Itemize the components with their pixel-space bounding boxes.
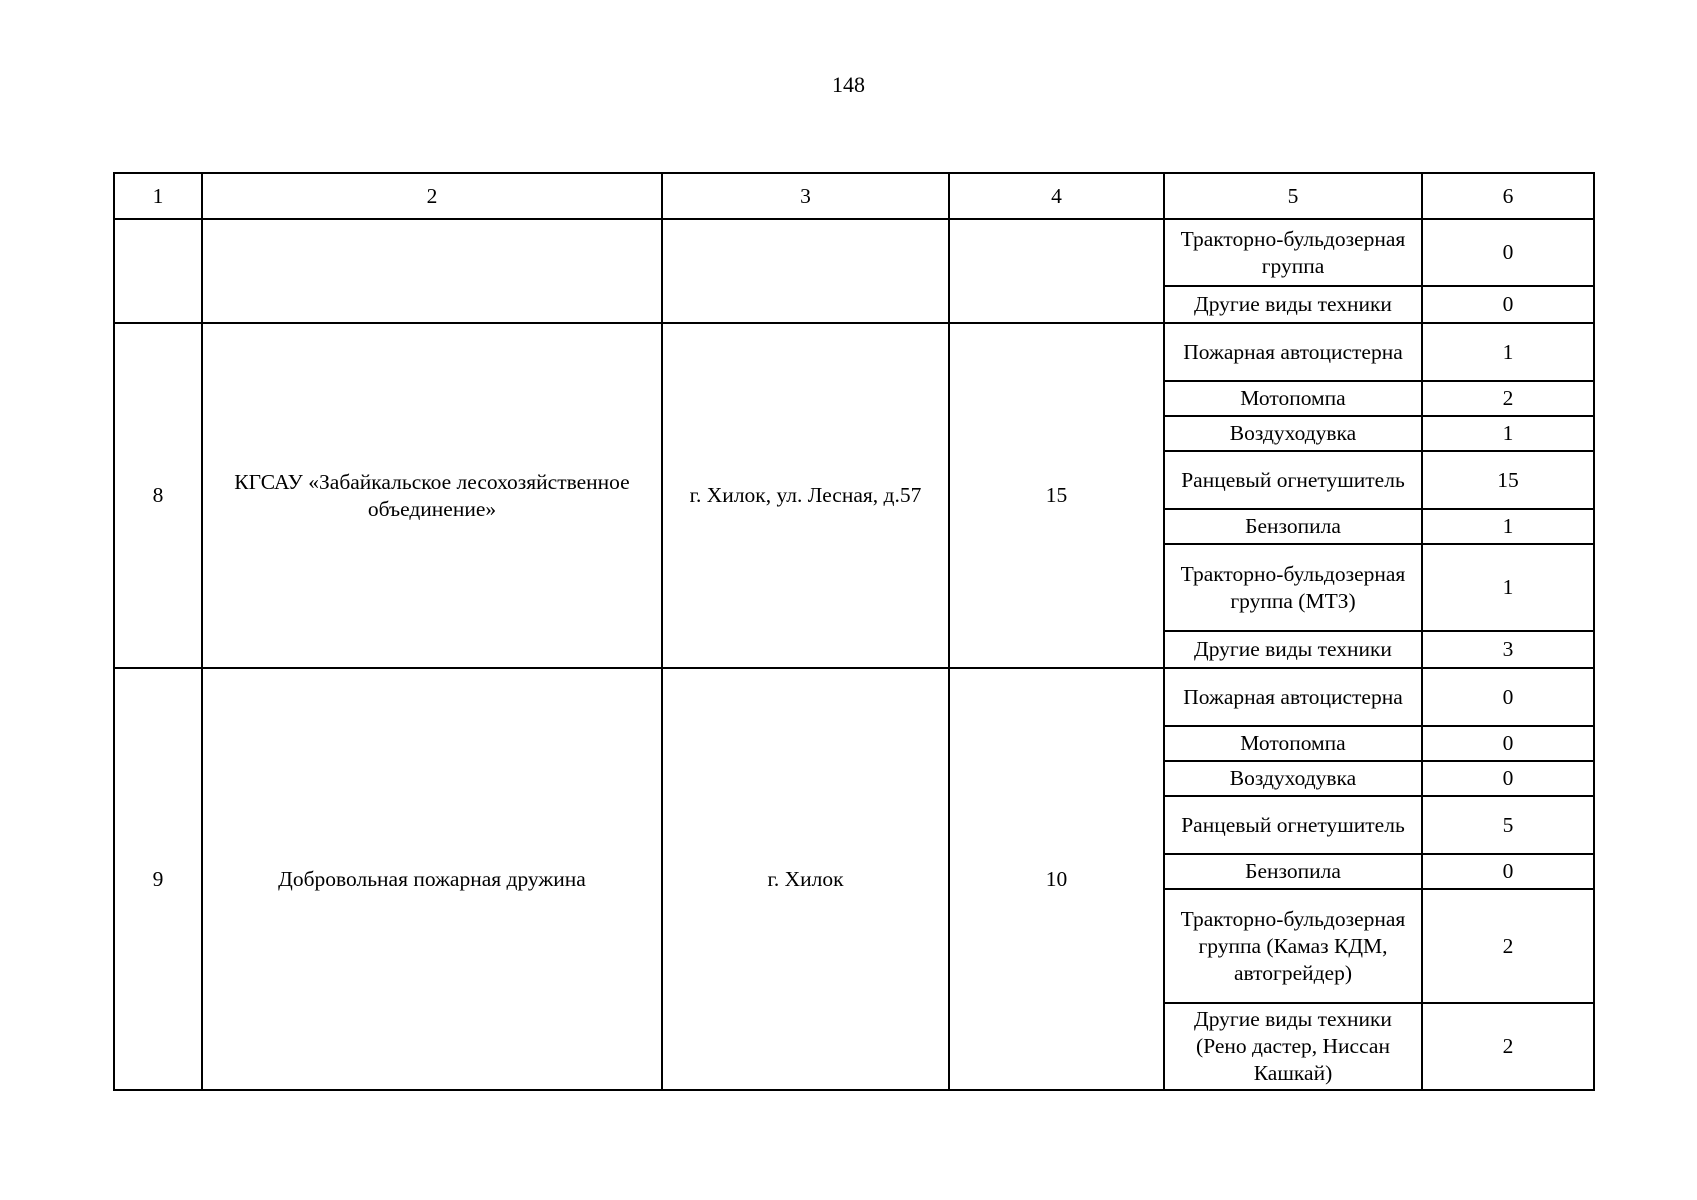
table-row: [114, 219, 1594, 286]
equipment-count: 5: [1422, 796, 1594, 854]
equipment-name: Воздуходувка: [1164, 761, 1422, 796]
equipment-count: 3: [1422, 631, 1594, 668]
equipment-name: Другие виды техники (Рено дастер, Ниссан Кашкай): [1164, 1003, 1422, 1090]
equipment-name: Мотопомпа: [1164, 381, 1422, 416]
table-row: [114, 668, 1594, 726]
equipment-table: [113, 172, 1595, 1091]
equipment-name: Ранцевый огнетушитель: [1164, 451, 1422, 509]
equipment-name: Мотопомпа: [1164, 726, 1422, 761]
column-number: 1: [114, 173, 202, 219]
equipment-count: 0: [1422, 219, 1594, 286]
equipment-name: Тракторно-бульдозерная группа (Камаз КДМ, автогрейдер): [1164, 889, 1422, 1003]
entry-number: 9: [114, 668, 202, 1090]
equipment-name: Ранцевый огнетушитель: [1164, 796, 1422, 854]
equipment-count: 0: [1422, 286, 1594, 323]
equipment-count: 1: [1422, 323, 1594, 381]
equipment-name: Пожарная автоцистерна: [1164, 323, 1422, 381]
equipment-count: 2: [1422, 1003, 1594, 1090]
column-number: 4: [949, 173, 1164, 219]
equipment-count: 0: [1422, 761, 1594, 796]
equipment-name: Бензопила: [1164, 509, 1422, 544]
table-row: [114, 323, 1594, 381]
entry-address: г. Хилок: [662, 668, 949, 1090]
entry-staff: 15: [949, 323, 1164, 668]
entry-number: [114, 219, 202, 323]
entry-address: [662, 219, 949, 323]
column-number: 6: [1422, 173, 1594, 219]
equipment-count: 0: [1422, 854, 1594, 889]
equipment-count: 15: [1422, 451, 1594, 509]
equipment-count: 1: [1422, 509, 1594, 544]
entry-address: г. Хилок, ул. Лесная, д.57: [662, 323, 949, 668]
equipment-count: 1: [1422, 416, 1594, 451]
equipment-count: 2: [1422, 889, 1594, 1003]
column-number: 5: [1164, 173, 1422, 219]
column-number: 2: [202, 173, 662, 219]
entry-organization: [202, 219, 662, 323]
equipment-name: Тракторно-бульдозерная группа: [1164, 219, 1422, 286]
equipment-name: Тракторно-бульдозерная группа (МТЗ): [1164, 544, 1422, 631]
equipment-name: Пожарная автоцистерна: [1164, 668, 1422, 726]
equipment-count: 0: [1422, 726, 1594, 761]
entry-staff: [949, 219, 1164, 323]
entry-organization: КГСАУ «Забайкальское лесохозяйственное объединение»: [202, 323, 662, 668]
column-number-row: [114, 173, 1594, 219]
column-number: 3: [662, 173, 949, 219]
equipment-name: Воздуходувка: [1164, 416, 1422, 451]
entry-number: 8: [114, 323, 202, 668]
equipment-count: 0: [1422, 668, 1594, 726]
page-number: 148: [832, 72, 865, 97]
equipment-count: 1: [1422, 544, 1594, 631]
equipment-name: Другие виды техники: [1164, 631, 1422, 668]
equipment-count: 2: [1422, 381, 1594, 416]
entry-staff: 10: [949, 668, 1164, 1090]
equipment-name: Другие виды техники: [1164, 286, 1422, 323]
entry-organization: Добровольная пожарная дружина: [202, 668, 662, 1090]
equipment-name: Бензопила: [1164, 854, 1422, 889]
